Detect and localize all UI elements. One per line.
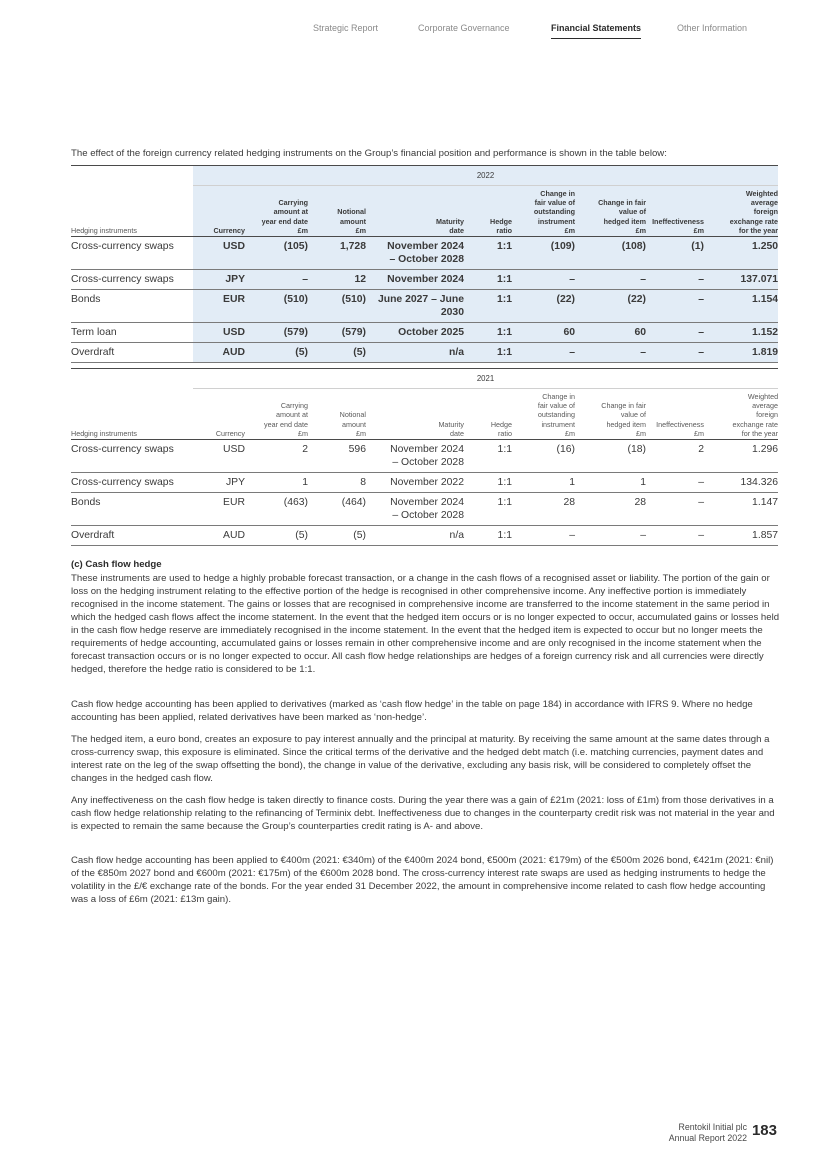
top-navigation <box>0 23 825 43</box>
year-row <box>71 369 778 389</box>
table-row: Cross-currency swaps USD 2 596 November 2024 – October 2028 1:1 (16) (18) 2 1.296 <box>71 440 778 473</box>
footer-company: Rentokil Initial plc <box>678 1122 747 1132</box>
col-header-currency: Currency <box>193 186 245 237</box>
col-header-change-item: Change in fair value of hedged item £m <box>575 186 646 237</box>
table-row: Cross-currency swaps JPY – 12 November 2024 1:1 – – – 137.071 <box>71 270 778 290</box>
col-header-instrument: Hedging instruments <box>71 186 193 237</box>
header-row <box>71 389 778 440</box>
paragraph: Cash flow hedge accounting has been applied to derivatives (marked as ‘cash flow hedge’ in the table on page 184) in accordance with IFRS 9. Where no hedge accounting has been applied, related derivatives have been marked as ‘non-hedge’. <box>71 699 753 723</box>
col-header-ineffectiveness: Ineffectiveness £m <box>646 389 704 440</box>
col-header-carrying: Carrying amount at year end date £m <box>245 186 308 237</box>
col-header-ratio: Hedge ratio <box>464 389 512 440</box>
col-header-currency: Currency <box>193 389 245 440</box>
nav-strategic-report[interactable]: Strategic Report <box>313 23 379 33</box>
table-intro: The effect of the foreign currency related hedging instruments on the Group’s financial position and performance is shown in the table below: <box>71 148 667 159</box>
col-header-instrument: Hedging instruments <box>71 389 193 440</box>
table-row: Overdraft AUD (5) (5) n/a 1:1 – – – 1.819 <box>71 343 778 363</box>
col-header-maturity: Maturity date <box>366 186 464 237</box>
year-label: 2022 <box>193 166 778 186</box>
col-header-notional: Notional amount £m <box>308 186 366 237</box>
paragraph: These instruments are used to hedge a highly probable forecast transaction, or a change in the cash flows of a recognised asset or liability. The portion of the gain or loss on the hedging instrument relating to the effective portion of the hedge is recognised in other comprehensive income. Any ineffective portion is immediately recognised in the income statement. The gains or losses that are recognised in comprehensive income are transferred to the income statement in the same period in which the hedged cash flows affect the income statement. In the event that the hedged item occurs or is no longer expected to occur, accumulated gains or losses held in the cash flow hedge reserve are immediately recognised in the income statement. In the event that the hedged item is expected to occur but no longer meets the requirements of hedge accounting, accumulated gains or losses remain in other comprehensive income and are only recognised in the income statement when the forecast transaction occurs or is no longer expected to occur. All cash flow hedge relationships are hedges of a foreign currency risk and all currencies were directly hedged, therefore the hedge ratio is considered to be 1:1. <box>71 573 780 675</box>
col-header-carrying: Carrying amount at year end date £m <box>245 389 308 440</box>
col-header-change-item: Change in fair value of hedged item £m <box>575 389 646 440</box>
table-row: Term loan USD (579) (579) October 2025 1:1 60 60 – 1.152 <box>71 323 778 343</box>
col-header-change-instrument: Change in fair value of outstanding instrument £m <box>512 389 575 440</box>
table-row: Overdraft AUD (5) (5) n/a 1:1 – – – 1.857 <box>71 526 778 546</box>
col-header-ineffectiveness: Ineffectiveness £m <box>646 186 704 237</box>
col-header-ratio: Hedge ratio <box>464 186 512 237</box>
hedging-table-2022 <box>71 165 778 363</box>
section-title: (c) Cash flow hedge <box>71 559 162 570</box>
paragraph: The hedged item, a euro bond, creates an exposure to pay interest annually and the principal at maturity. By receiving the same amount at the same dates through a cross-currency swap, this exposure is eliminated. Since the critical terms of the derivative and the hedged debt match (i.e. matching currencies, payment dates and interest rate on the leg of the swap offsetting the bond), the change in value of the derivative, excluding any basis risk, will be considered to completely offset the changes in the hedged cash flow. <box>71 734 770 784</box>
year-label: 2021 <box>193 369 778 389</box>
page-number: 183 <box>751 1122 777 1139</box>
col-header-maturity: Maturity date <box>366 389 464 440</box>
header-row <box>71 186 778 237</box>
hedging-table-2021 <box>71 368 778 546</box>
col-header-rate: Weighted average foreign exchange rate for the year <box>704 186 778 237</box>
year-row <box>71 166 778 186</box>
col-header-change-instrument: Change in fair value of outstanding instrument £m <box>512 186 575 237</box>
table-row: Cross-currency swaps JPY 1 8 November 2022 1:1 1 1 – 134.326 <box>71 473 778 493</box>
table-row: Bonds EUR (463) (464) November 2024 – October 2028 1:1 28 28 – 1.147 <box>71 493 778 526</box>
col-header-notional: Notional amount £m <box>308 389 366 440</box>
paragraph: Any ineffectiveness on the cash flow hedge is taken directly to finance costs. During the year there was a gain of £21m (2021: loss of £1m) from those derivatives in a cash flow hedge relationship relating to the refinancing of Terminix debt. Ineffectiveness due to changes in the counterparty credit risk was not material in the year and is expected to remain the same because the Group’s counterparties credit rating is A- and above. <box>71 795 775 832</box>
nav-corporate-governance[interactable]: Corporate Governance <box>418 23 510 33</box>
footer-text <box>669 1122 747 1144</box>
footer-report: Annual Report 2022 <box>668 1133 747 1143</box>
col-header-rate: Weighted average foreign exchange rate for the year <box>704 389 778 440</box>
paragraph: Cash flow hedge accounting has been applied to €400m (2021: €340m) of the €400m 2024 bond, €500m (2021: €179m) of the €500m 2026 bond, €421m (2021: €nil) of the €850m 2027 bond and €600m (2021: €175m) of the €600m 2028 bond. The cross-currency interest rate swaps are used as hedging instruments to hedge the volatility in the £/€ exchange rate of the bonds. For the year ended 31 December 2022, the amount in comprehensive income related to cash flow hedge accounting was a loss of £6m (2021: £13m gain). <box>71 855 774 905</box>
table-row: Cross-currency swaps USD (105) 1,728 November 2024 – October 2028 1:1 (109) (108) (1) 1.250 <box>71 237 778 270</box>
nav-other-information[interactable]: Other Information <box>677 23 748 33</box>
table-row: Bonds EUR (510) (510) June 2027 – June 2030 1:1 (22) (22) – 1.154 <box>71 290 778 323</box>
nav-financial-statements[interactable]: Financial Statements <box>551 23 642 33</box>
